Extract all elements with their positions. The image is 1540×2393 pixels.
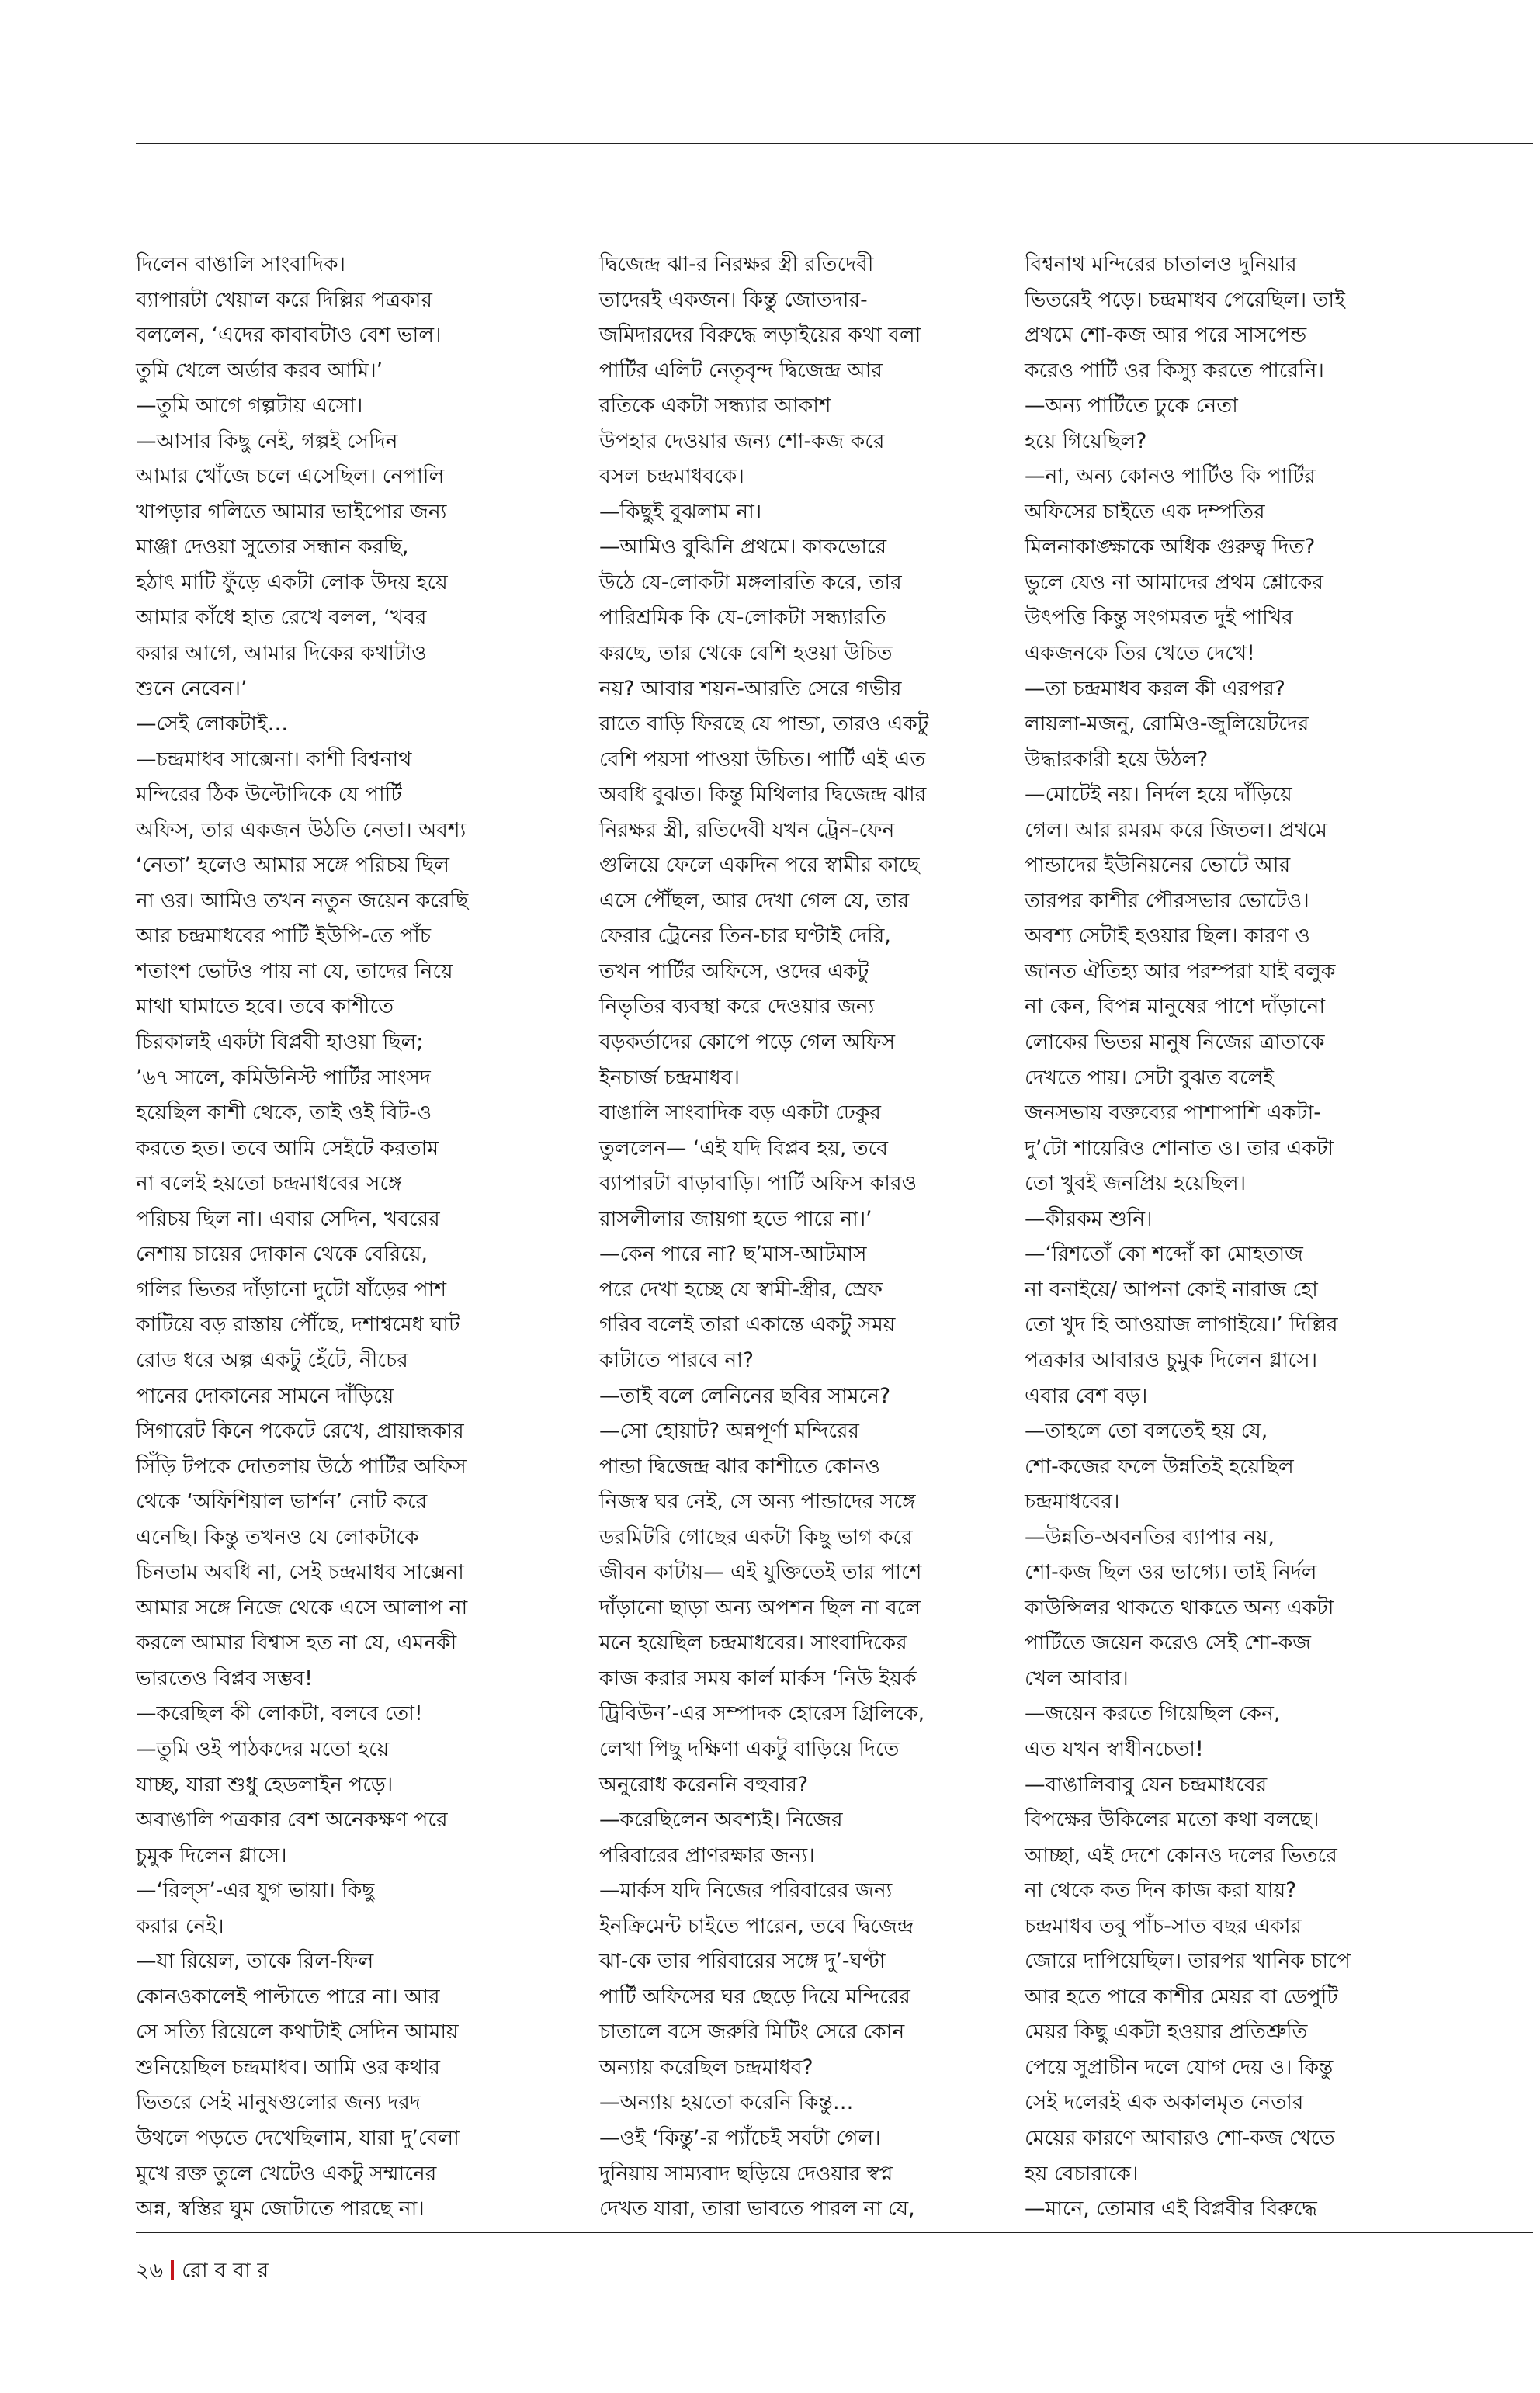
text-line: হয়েছিল কাশী থেকে, তাই ওই বিট-ও	[136, 1101, 432, 1125]
text-line: করেও পার্টি ওর কিস্যু করতে পারেনি।	[1025, 358, 1324, 383]
text-line: করার আগে, আমার দিকের কথাটাও	[136, 641, 427, 666]
text-line: চন্দ্রমাধব তবু পাঁচ-সাত বছর একার	[1025, 1913, 1302, 1938]
text-line: উপহার দেওয়ার জন্য শো-কজ করে	[599, 428, 885, 453]
text-line: আর হতে পারে কাশীর মেয়র বা ডেপুটি	[1025, 1984, 1338, 2009]
text-line: চুমুক দিলেন গ্লাসে।	[136, 1843, 287, 1868]
text-line: না থেকে কত দিন কাজ করা যায়?	[1025, 1878, 1297, 1903]
text-line: গলির ভিতর দাঁড়ানো দুটো ষাঁড়ের পাশ	[136, 1277, 447, 1302]
text-line: মনে হয়েছিল চন্দ্রমাধবের। সাংবাদিকের	[599, 1631, 907, 1656]
text-line: মাথা ঘামাতে হবে। তবে কাশীতে	[136, 994, 394, 1019]
text-line: ভারতেও বিপ্লব সম্ভব!	[136, 1666, 313, 1691]
text-line: —ওই ‘কিন্তু’-র প্যাঁচেই সবটা গেল।	[599, 2125, 881, 2150]
magazine-name: রো ব বা র	[182, 2259, 269, 2283]
text-line: মেয়ের কারণে আবারও শো-কজ খেতে	[1025, 2125, 1335, 2150]
text-line: পানের দোকানের সামনে দাঁড়িয়ে	[136, 1383, 394, 1408]
text-line: উদ্ধারকারী হয়ে উঠল?	[1025, 747, 1209, 772]
text-line: খেল আবার।	[1025, 1666, 1129, 1691]
text-line: পত্রকার আবারও চুমুক দিলেন গ্লাসে।	[1025, 1347, 1318, 1372]
text-line: মিলনাকাঙ্ক্ষাকে অধিক গুরুত্ব দিত?	[1025, 535, 1316, 560]
text-line: তো খুবই জনপ্রিয় হয়েছিল।	[1025, 1171, 1247, 1196]
text-line: পারিশ্রমিক কি যে-লোকটা সন্ধ্যারতি	[599, 605, 886, 630]
text-line: —করেছিলেন অবশ্যই। নিজের	[599, 1808, 843, 1833]
text-line: —‘রিল্স’-এর যুগ ভায়া। কিছু	[136, 1878, 375, 1903]
text-line: —কেন পারে না? ছ’মাস-আটমাস	[599, 1242, 867, 1267]
text-line: সিগারেট কিনে পকেটে রেখে, প্রায়ান্ধকার	[136, 1419, 464, 1444]
text-line: নয়? আবার শয়ন-আরতি সেরে গভীর	[599, 676, 902, 701]
text-line: যাচ্ছ, যারা শুধু হেডলাইন পড়ে।	[136, 1772, 394, 1797]
text-line: হয়ে গিয়েছিল?	[1025, 428, 1147, 453]
text-line: —তাই বলে লেনিনের ছবির সামনে?	[599, 1383, 891, 1408]
text-line: অবাঙালি পত্রকার বেশ অনেকক্ষণ পরে	[136, 1808, 448, 1833]
text-line: আমার কাঁধে হাত রেখে বলল, ‘খবর	[136, 605, 427, 630]
text-line: নিভৃতির ব্যবস্থা করে দেওয়ার জন্য	[599, 994, 875, 1019]
text-line: রাতে বাড়ি ফিরছে যে পান্ডা, তারও একটু	[599, 712, 929, 737]
text-line: গুলিয়ে ফেলে একদিন পরে স্বামীর কাছে	[599, 853, 920, 878]
text-line: রোড ধরে অল্প একটু হেঁটে, নীচের	[136, 1347, 408, 1372]
text-line: অন্যায় করেছিল চন্দ্রমাধব?	[599, 2055, 813, 2079]
text-line: নিরক্ষর স্ত্রী, রতিদেবী যখন ট্রেন-ফেন	[599, 817, 895, 842]
text-line: লেখা পিছু দক্ষিণা একটু বাড়িয়ে দিতে	[599, 1736, 900, 1761]
text-line: এত যখন স্বাধীনচেতা!	[1025, 1736, 1204, 1761]
text-line: অবশ্য সেটাই হওয়ার ছিল। কারণ ও	[1025, 924, 1310, 949]
text-line: —উন্নতি-অবনতির ব্যাপার নয়,	[1025, 1524, 1275, 1549]
text-line: কাটাতে পারবে না?	[599, 1347, 754, 1372]
text-line: নিজস্ব ঘর নেই, সে অন্য পান্ডাদের সঙ্গে	[599, 1490, 916, 1514]
text-line: ইনচার্জ চন্দ্রমাধব।	[599, 1065, 740, 1090]
text-line: না বলেই হয়তো চন্দ্রমাধবের সঙ্গে	[136, 1171, 402, 1196]
text-line: থেকে ‘অফিশিয়াল ভার্শন’ নোট করে	[136, 1490, 428, 1514]
text-line: তারপর কাশীর পৌরসভার ভোটেও।	[1025, 888, 1309, 913]
text-line: না ওর। আমিও তখন নতুন জয়েন করেছি	[136, 888, 469, 913]
text-line: আমার খোঁজে চলে এসেছিল। নেপালি	[136, 464, 445, 489]
text-line: —তাহলে তো বলতেই হয় যে,	[1025, 1419, 1268, 1444]
text-line: তাদেরই একজন। কিন্তু জোতদার-	[599, 287, 868, 312]
text-line: প্রথমে শো-কজ আর পরে সাসপেন্ড	[1025, 323, 1307, 348]
text-line: মেয়র কিছু একটা হওয়ার প্রতিশ্রুতি	[1025, 2020, 1308, 2044]
text-line: ব্যাপারটা খেয়াল করে দিল্লির পত্রকার	[136, 287, 432, 312]
text-line: তখন পার্টির অফিসে, ওদের একটু	[599, 959, 869, 983]
text-line: এনেছি। কিন্তু তখনও যে লোকটাকে	[136, 1524, 419, 1549]
bottom-rule	[136, 2232, 1533, 2233]
text-line: লায়লা-মজনু, রোমিও-জুলিয়েটদের	[1025, 712, 1309, 737]
text-line: জোরে দাপিয়েছিল। তারপর খানিক চাপে	[1025, 1949, 1351, 1974]
text-line: করার নেই।	[136, 1913, 224, 1938]
text-line: ‘নেতা’ হলেও আমার সঙ্গে পরিচয় ছিল	[136, 853, 449, 878]
text-line: চন্দ্রমাধবের।	[1025, 1490, 1120, 1514]
text-line: —কীরকম শুনি।	[1025, 1206, 1153, 1231]
text-line: চিরকালই একটা বিপ্লবী হাওয়া ছিল;	[136, 1030, 424, 1055]
text-line: একজনকে তির খেতে দেখে!	[1025, 641, 1255, 666]
text-line: ভুলে যেও না আমাদের প্রথম শ্লোকের	[1025, 570, 1323, 595]
text-line: উঠে যে-লোকটা মঙ্গলারতি করে, তার	[599, 570, 902, 595]
text-line: —চন্দ্রমাধব সাক্সেনা। কাশী বিশ্বনাথ	[136, 747, 412, 772]
text-line: এবার বেশ বড়।	[1025, 1383, 1148, 1408]
text-line: শুনে নেবেন।’	[136, 676, 248, 701]
text-line: ভিতরেই পড়ে। চন্দ্রমাধব পেরেছিল। তাই	[1025, 287, 1345, 312]
text-line: জনসভায় বক্তব্যের পাশাপাশি একটা-	[1025, 1101, 1321, 1125]
text-line: নেশায় চায়ের দোকান থেকে বেরিয়ে,	[136, 1242, 428, 1267]
text-line: জানত ঐতিহ্য আর পরম্পরা যাই বলুক	[1025, 959, 1336, 983]
text-line: অফিস, তার একজন উঠতি নেতা। অবশ্য	[136, 817, 467, 842]
text-line: —বাঙালিবাবু যেন চন্দ্রমাধবের	[1025, 1772, 1268, 1797]
text-column-3	[1025, 247, 1428, 2227]
text-line: মুখে রক্ত তুলে খেটেও একটু সম্মানের	[136, 2161, 437, 2186]
text-line: —তা চন্দ্রমাধব করল কী এরপর?	[1025, 676, 1285, 701]
text-line: —সেই লোকটাই…	[136, 712, 289, 737]
text-line: —কিছুই বুঝলাম না।	[599, 499, 762, 524]
text-line: —তুমি আগে গল্পটায় এসো।	[136, 394, 363, 418]
text-line: সেই দলেরই এক অকালমৃত নেতার	[1025, 2090, 1304, 2115]
text-line: আচ্ছা, এই দেশে কোনও দলের ভিতরে	[1025, 1843, 1337, 1868]
text-line: বেশি পয়সা পাওয়া উচিত। পার্টি এই এত	[599, 747, 926, 772]
text-line: ফেরার ট্রেনের তিন-চার ঘণ্টাই দেরি,	[599, 924, 891, 949]
text-line: পরিবারের প্রাণরক্ষার জন্য।	[599, 1843, 815, 1868]
text-line: —আসার কিছু নেই, গল্পই সেদিন	[136, 428, 398, 453]
text-line: তুমি খেলে অর্ডার করব আমি।’	[136, 358, 383, 383]
text-line: কাউন্সিলর থাকতে থাকতে অন্য একটা	[1025, 1595, 1334, 1620]
text-line: —মার্কস যদি নিজের পরিবারের জন্য	[599, 1878, 893, 1903]
text-line: চিনতাম অবধি না, সেই চন্দ্রমাধব সাক্সেনা	[136, 1560, 464, 1585]
text-line: অনুরোধ করেননি বহুবার?	[599, 1772, 809, 1797]
text-line: দেখত যারা, তারা ভাবতে পারল না যে,	[599, 2197, 915, 2221]
text-line: দেখতে পায়। সেটা বুঝত বলেই	[1025, 1065, 1275, 1090]
text-line: বাঙালি সাংবাদিক বড় একটা ঢেকুর	[599, 1101, 881, 1125]
text-line: ’৬৭ সালে, কমিউনিস্ট পার্টির সাংসদ	[136, 1065, 431, 1090]
text-line: জমিদারদের বিরুদ্ধে লড়াইয়ের কথা বলা	[599, 323, 921, 348]
text-line: উথলে পড়তে দেখেছিলাম, যারা দু’বেলা	[136, 2125, 460, 2150]
text-line: না কেন, বিপন্ন মানুষের পাশে দাঁড়ানো	[1025, 994, 1326, 1019]
text-line: পরে দেখা হচ্ছে যে স্বামী-স্ত্রীর, স্রেফ	[599, 1277, 883, 1302]
text-line: কাজ করার সময় কার্ল মার্কস ‘নিউ ইয়র্ক	[599, 1666, 917, 1691]
text-line: অবধি বুঝত। কিন্তু মিথিলার দ্বিজেন্দ্র ঝার	[599, 782, 927, 807]
text-line: করছে, তার থেকে বেশি হওয়া উচিত	[599, 641, 893, 666]
text-line: পার্টি অফিসের ঘর ছেড়ে দিয়ে মন্দিরের	[599, 1984, 910, 2009]
text-line: সে সত্যি রিয়েলে কথাটাই সেদিন আমায়	[136, 2020, 459, 2044]
text-line: সিঁড়ি টপকে দোতলায় উঠে পার্টির অফিস	[136, 1454, 467, 1479]
text-line: ব্যাপারটা বাড়াবাড়ি। পার্টি অফিস কারও	[599, 1171, 917, 1196]
text-line: দুনিয়ায় সাম্যবাদ ছড়িয়ে দেওয়ার স্বপ্ন	[599, 2161, 893, 2186]
text-line: পান্ডা দ্বিজেন্দ্র ঝার কাশীতে কোনও	[599, 1454, 880, 1479]
text-line: বললেন, ‘এদের কাবাবটাও বেশ ভাল।	[136, 323, 442, 348]
text-line: এসে পৌঁছল, আর দেখা গেল যে, তার	[599, 888, 910, 913]
text-line: বসল চন্দ্রমাধবকে।	[599, 464, 744, 489]
text-line: পান্ডাদের ইউনিয়নের ভোটে আর	[1025, 853, 1291, 878]
text-line: পরিচয় ছিল না। এবার সেদিন, খবরের	[136, 1206, 440, 1231]
text-line: দাঁড়ানো ছাড়া অন্য অপশন ছিল না বলে	[599, 1595, 921, 1620]
text-line: হয় বেচারাকে।	[1025, 2161, 1139, 2186]
text-line: জীবন কাটায়— এই যুক্তিতেই তার পাশে	[599, 1560, 922, 1585]
text-line: লোকের ভিতর মানুষ নিজের ত্রাতাকে	[1025, 1030, 1325, 1055]
text-line: —অন্য পার্টিতে ঢুকে নেতা	[1025, 394, 1238, 418]
text-line: —করেছিল কী লোকটা, বলবে তো!	[136, 1701, 423, 1726]
text-line: —তুমি ওই পাঠকদের মতো হয়ে	[136, 1736, 390, 1761]
text-line: ভিতরে সেই মানুষগুলোর জন্য দরদ	[136, 2090, 421, 2115]
text-line: রাসলীলার জায়গা হতে পারে না।’	[599, 1206, 872, 1231]
text-line: খাপড়ার গলিতে আমার ভাইপোর জন্য	[136, 499, 447, 524]
text-line: —মানে, তোমার এই বিপ্লবীর বিরুদ্ধে	[1025, 2197, 1317, 2221]
footer-separator	[171, 2260, 174, 2280]
text-line: বিপক্ষের উকিলের মতো কথা বলছে।	[1025, 1808, 1320, 1833]
text-line: দু’টো শায়েরিও শোনাত ও। তার একটা	[1025, 1136, 1334, 1160]
text-line: দিলেন বাঙালি সাংবাদিক।	[136, 252, 345, 276]
text-line: রতিকে একটা সন্ধ্যার আকাশ	[599, 394, 831, 418]
text-line: ইনক্রিমেন্ট চাইতে পারেন, তবে দ্বিজেন্দ্র	[599, 1913, 914, 1938]
text-line: মন্দিরের ঠিক উল্টোদিকে যে পার্টি	[136, 782, 402, 807]
text-line: কোনওকালেই পাল্টাতে পারে না। আর	[136, 1984, 440, 2009]
text-line: বিশ্বনাথ মন্দিরের চাতালও দুনিয়ার	[1025, 252, 1297, 276]
text-line: চাতালে বসে জরুরি মিটিং সেরে কোন	[599, 2020, 905, 2044]
text-line: আর চন্দ্রমাধবের পার্টি ইউপি-তে পাঁচ	[136, 924, 432, 949]
text-line: মাঞ্জা দেওয়া সুতোর সন্ধান করছি,	[136, 535, 409, 560]
text-column-1	[136, 247, 539, 2227]
text-line: —মোটেই নয়। নির্দল হয়ে দাঁড়িয়ে	[1025, 782, 1292, 807]
page-footer	[136, 2255, 269, 2290]
text-line: তুললেন— ‘এই যদি বিপ্লব হয়, তবে	[599, 1136, 889, 1160]
page-number: ২৬	[136, 2259, 164, 2283]
text-line: ঝা-কে তার পরিবারের সঙ্গে দু’-ঘণ্টা	[599, 1949, 886, 1974]
text-line: ডরমিটরি গোছের একটা কিছু ভাগ করে	[599, 1524, 913, 1549]
text-line: অন্ন, স্বস্তির ঘুম জোটাতে পারছে না।	[136, 2197, 425, 2221]
text-line: উৎপত্তি কিন্তু সংগমরত দুই পাখির	[1025, 605, 1293, 630]
text-column-2	[599, 247, 1003, 2227]
text-line: পেয়ে সুপ্রাচীন দলে যোগ দেয় ও। কিন্তু	[1025, 2055, 1334, 2079]
text-line: হঠাৎ মাটি ফুঁড়ে একটা লোক উদয় হয়ে	[136, 570, 448, 595]
text-line: ট্রিবিউন’-এর সম্পাদক হোরেস গ্রিলিকে,	[599, 1701, 924, 1726]
text-line: করতে হত। তবে আমি সেইটে করতাম	[136, 1136, 439, 1160]
text-line: বড়কর্তাদের কোপে পড়ে গেল অফিস	[599, 1030, 896, 1055]
text-line: —যা রিয়েল, তাকে রিল-ফিল	[136, 1949, 374, 1974]
text-line: —অন্যায় হয়তো করেনি কিন্তু…	[599, 2090, 854, 2115]
text-line: —‘রিশতোঁ কো শব্দোঁ কা মোহতাজ	[1025, 1242, 1303, 1267]
text-line: আমার সঙ্গে নিজে থেকে এসে আলাপ না	[136, 1595, 468, 1620]
text-line: গেল। আর রমরম করে জিতল। প্রথমে	[1025, 817, 1327, 842]
text-line: করলে আমার বিশ্বাস হত না যে, এমনকী	[136, 1631, 457, 1656]
text-line: তো খুদ হি আওয়াজ লাগাইয়ে।’ দিল্লির	[1025, 1313, 1338, 1337]
text-line: অফিসের চাইতে এক দম্পতির	[1025, 499, 1265, 524]
text-line: শতাংশ ভোটও পায় না যে, তাদের নিয়ে	[136, 959, 453, 983]
text-line: পার্টিতে জয়েন করেও সেই শো-কজ	[1025, 1631, 1311, 1656]
text-line: —জয়েন করতে গিয়েছিল কেন,	[1025, 1701, 1281, 1726]
text-line: শো-কজ ছিল ওর ভাগ্যে। তাই নির্দল	[1025, 1560, 1317, 1585]
text-line: শুনিয়েছিল চন্দ্রমাধব। আমি ওর কথার	[136, 2055, 441, 2079]
text-line: —সো হোয়াট? অন্নপূর্ণা মন্দিরের	[599, 1419, 860, 1444]
text-line: —আমিও বুঝিনি প্রথমে। কাকভোরে	[599, 535, 887, 560]
text-line: শো-কজের ফলে উন্নতিই হয়েছিল	[1025, 1454, 1294, 1479]
text-line: —না, অন্য কোনও পার্টিও কি পার্টির	[1025, 464, 1316, 489]
text-line: না বনাইয়ে/ আপনা কোই নারাজ হো	[1025, 1277, 1318, 1302]
text-line: কাটিয়ে বড় রাস্তায় পৌঁছে, দশাশ্বমেধ ঘাট	[136, 1313, 460, 1337]
top-rule	[136, 143, 1533, 144]
text-line: দ্বিজেন্দ্র ঝা-র নিরক্ষর স্ত্রী রতিদেবী	[599, 252, 874, 276]
text-line: গরিব বলেই তারা একান্তে একটু সময়	[599, 1313, 896, 1337]
text-line: পার্টির এলিট নেতৃবৃন্দ দ্বিজেন্দ্র আর	[599, 358, 883, 383]
